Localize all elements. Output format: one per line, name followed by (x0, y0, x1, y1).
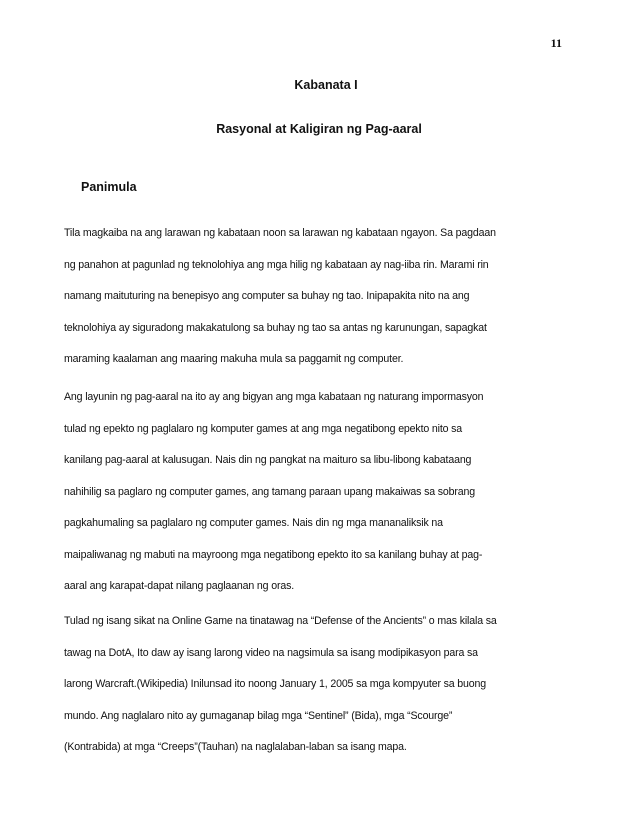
paragraph-line: maraming kaalaman ang maaring makuha mula sa paggamit ng computer. (64, 353, 404, 365)
paragraph-line: Tila magkaiba na ang larawan ng kabataan noon sa larawan ng kabataan ngayon. Sa pagdaan (64, 227, 496, 239)
paragraph-line: kanilang pag-aaral at kalusugan. Nais din ng pangkat na maituro sa libu-libong kabataang (64, 454, 472, 466)
page-number: 11 (550, 36, 562, 50)
section-title: Rasyonal at Kaligiran ng Pag-aaral (216, 122, 422, 136)
paragraph-line: namang maituturing na benepisyo ang computer sa buhay ng tao. Inipapakita nito na ang (64, 290, 470, 302)
paragraph-2 (64, 389, 574, 610)
subheading-panimula: Panimula (81, 180, 137, 194)
paragraph-line: Tulad ng isang sikat na Online Game na tinatawag na “Defense of the Ancients” o mas kilala sa (64, 615, 497, 627)
paragraph-line: tawag na DotA, Ito daw ay isang larong video na nagsimula sa isang modipikasyon para sa (64, 646, 478, 659)
paragraph-line: mundo. Ang naglalaro nito ay gumaganap bilag mga “Sentinel” (Bida), mga “Scourge” (64, 709, 453, 722)
paragraph-line: Ang layunin ng pag-aaral na ito ay ang bigyan ang mga kabataan ng naturang impormasyon (64, 391, 484, 403)
paragraph-line: teknolohiya ay siguradong makakatulong sa buhay ng tao sa antas ng karunungan, sapagkat (64, 321, 487, 334)
paragraph-line: tulad ng epekto ng paglalaro ng komputer games at ang mga negatibong epekto nito sa (64, 422, 463, 435)
paragraph-line: pagkahumaling sa paglalaro ng computer games. Nais din ng mga mananaliksik na (64, 517, 443, 529)
paragraph-line: larong Warcraft.(Wikipedia) Inilunsad ito noong January 1, 2005 sa mga kompyuter sa buong (64, 678, 487, 690)
paragraph-line: ng panahon at pagunlad ng teknolohiya ang mga hilig ng kabataan ay nag-iiba rin. Marami rin (64, 258, 489, 271)
paragraph-3 (64, 613, 574, 771)
paragraph-line: aaral ang karapat-dapat nilang paglaanan ng oras. (64, 580, 295, 592)
chapter-title: Kabanata I (294, 78, 358, 92)
paragraph-line: nahihilig sa paglaro ng computer games, ang tamang paraan upang makaiwas sa sobrang (64, 485, 475, 498)
paragraph-line: maipaliwanag ng mabuti na mayroong mga negatibong epekto ito sa kanilang buhay at pag- (64, 548, 483, 561)
paragraph-1 (64, 225, 574, 383)
paragraph-line: (Kontrabida) at mga “Creeps”(Tauhan) na naglalaban-laban sa isang mapa. (64, 741, 407, 753)
